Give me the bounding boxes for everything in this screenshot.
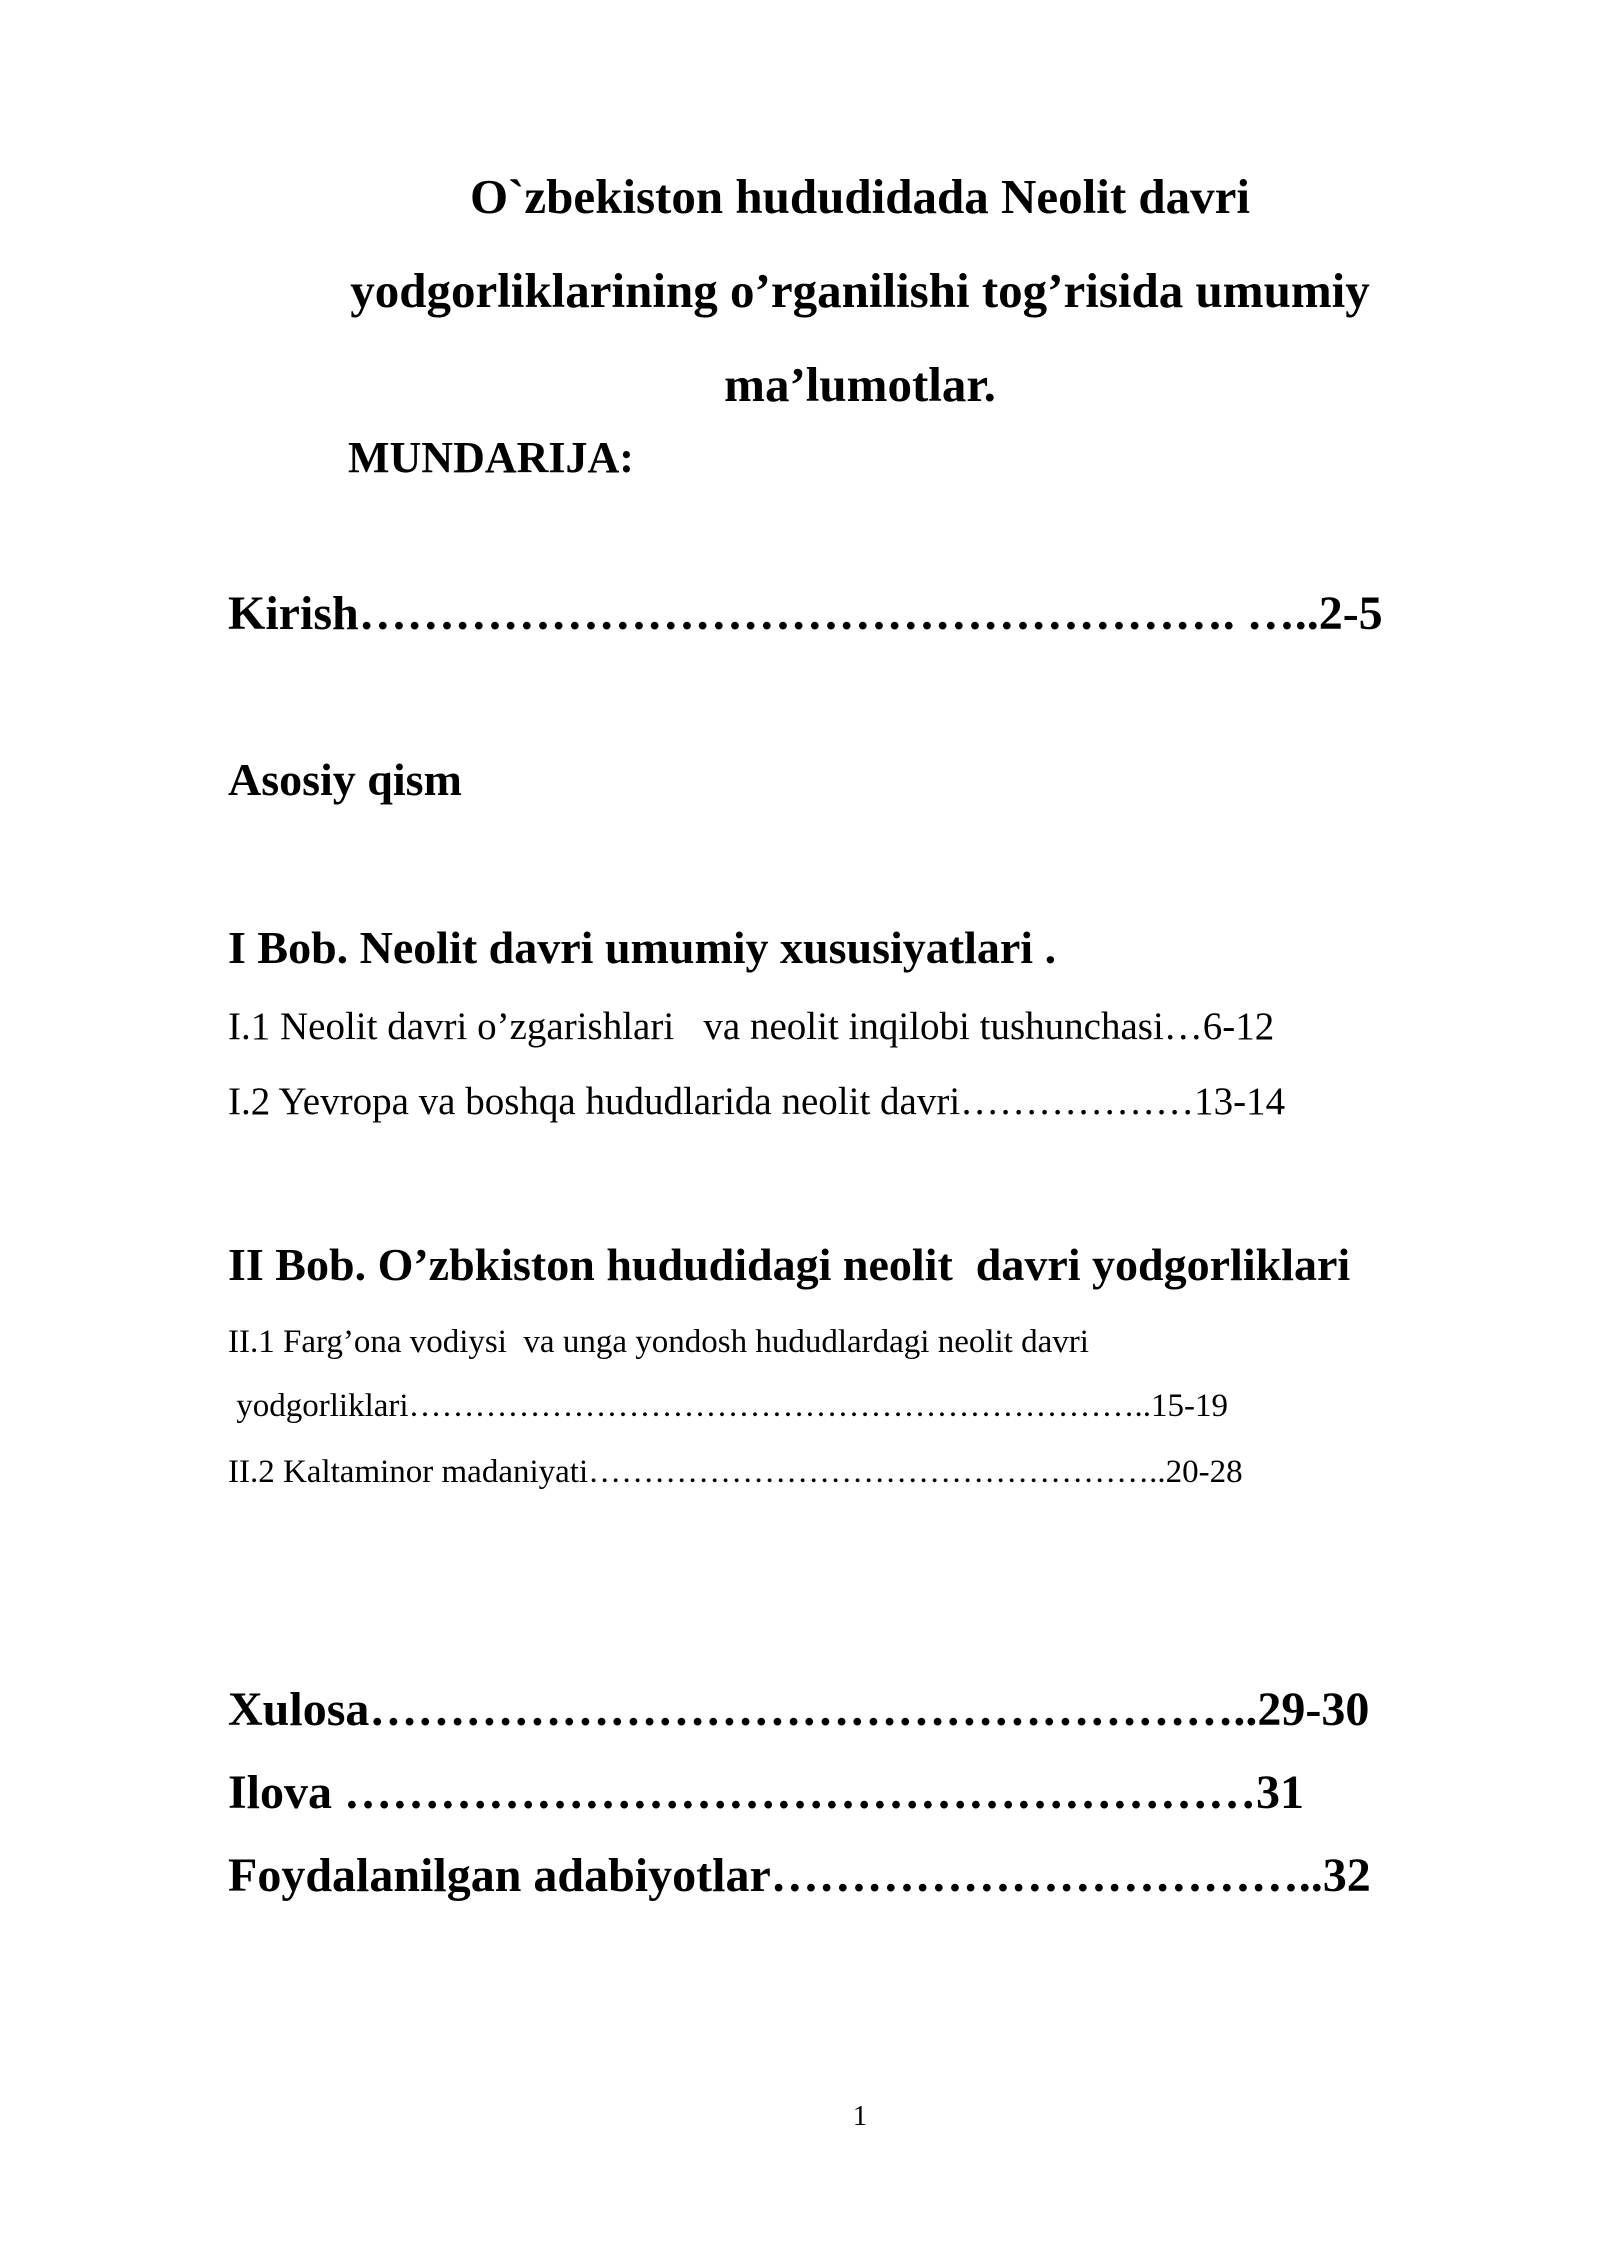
toc-adabiyotlar: Foydalanilgan adabiyotlar……………………………..32: [228, 1849, 1371, 1902]
title-line-3: ma’lumotlar.: [724, 357, 996, 412]
toc-chapter-1: I Bob. Neolit davri umumiy xususiyatlari .: [228, 922, 1057, 973]
toc-kirish: Kirish………………………………………………. …..2-5: [228, 587, 1383, 640]
toc-section-2-2: II.2 Kaltaminor madaniyati……………………………………………..20-28: [228, 1454, 1243, 1490]
contents-heading: MUNDARIJA:: [348, 433, 634, 482]
title-line-1: O`zbekiston hududidada Neolit davri: [469, 169, 1251, 224]
toc-section-1-2: I.2 Yevropa va boshqa hududlarida neolit davri………………13-14: [228, 1080, 1286, 1123]
page-number: 1: [852, 2100, 868, 2132]
toc-ilova: Ilova …………………………………………………31: [228, 1766, 1305, 1819]
document-title: [260, 150, 1460, 432]
toc-chapter-2: II Bob. O’zbkiston hududidagi neolit davri yodgorliklari: [228, 1239, 1351, 1290]
toc-asosiy-qism: Asosiy qism: [228, 754, 462, 805]
title-line-2: yodgorliklarining o’rganilishi tog’risida umumiy: [350, 263, 1370, 318]
toc-section-2-1-line-1: II.1 Farg’ona vodiysi va unga yondosh hududlardagi neolit davri: [228, 1324, 1089, 1360]
toc-xulosa: Xulosa………………………………………………..29-30: [228, 1683, 1370, 1736]
toc-section-1-1: I.1 Neolit davri o’zgarishlari va neolit inqilobi tushunchasi…6-12: [228, 1005, 1275, 1048]
toc-section-2-1-line-2: yodgorliklari…………………………………………………………..15-19: [228, 1388, 1229, 1424]
